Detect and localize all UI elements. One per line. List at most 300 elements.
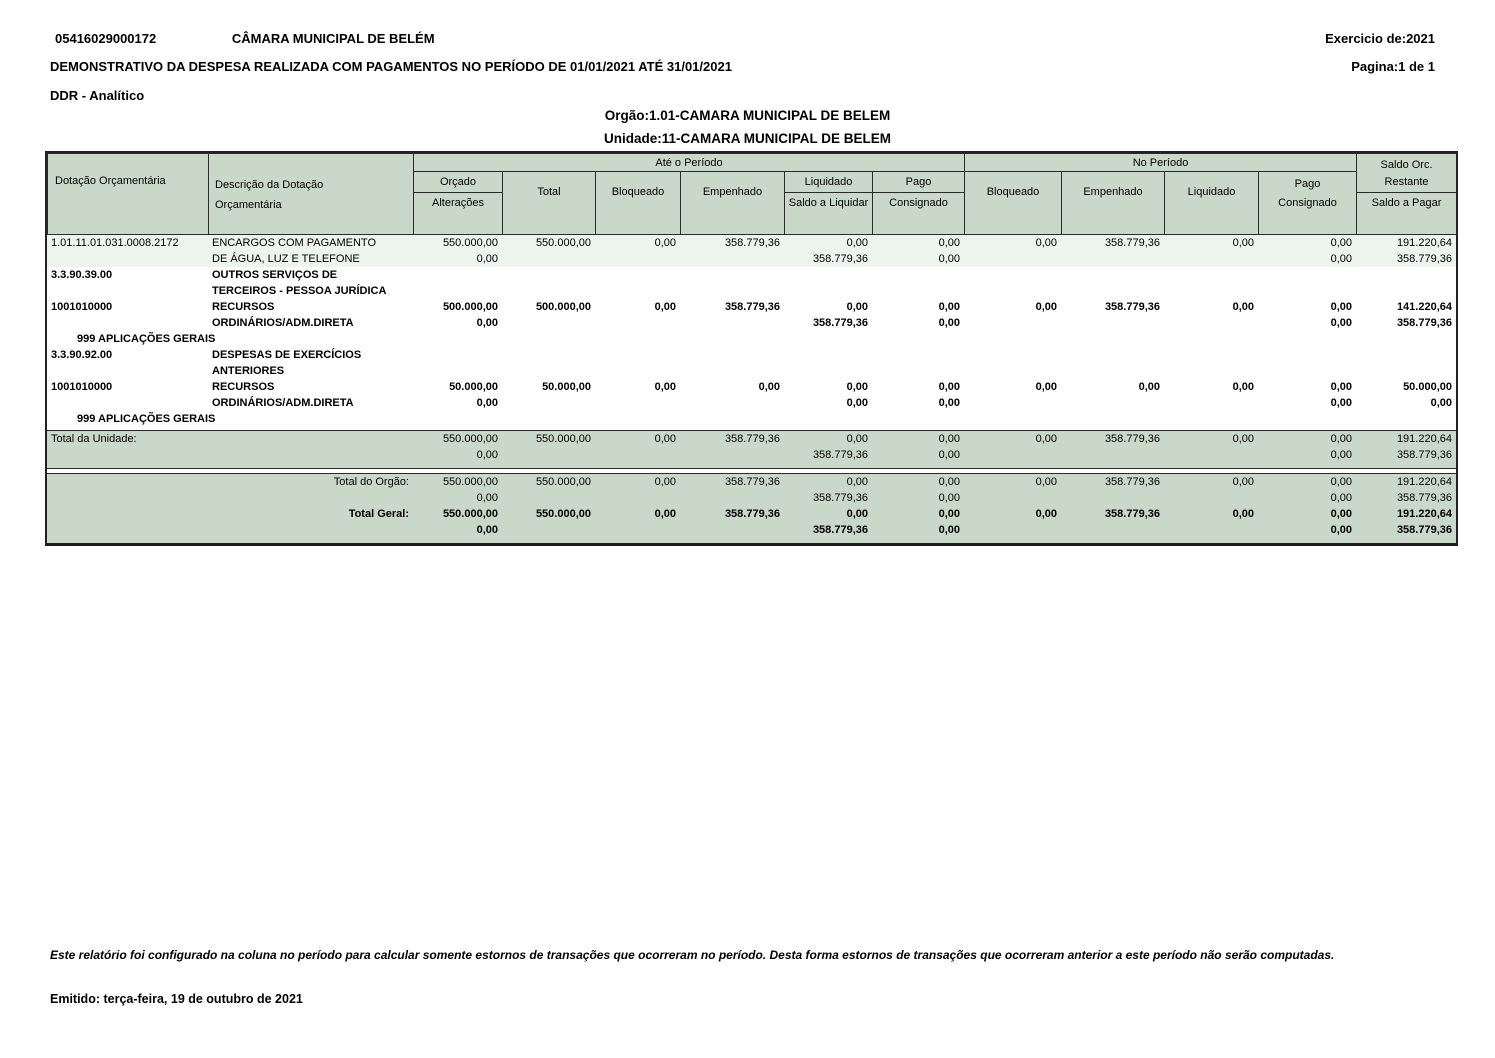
cell <box>208 331 413 347</box>
cell <box>680 331 784 347</box>
cell: 0,00 <box>1258 506 1356 522</box>
padding-row <box>47 463 1456 468</box>
cell <box>1258 331 1356 347</box>
cell <box>595 283 680 299</box>
cell <box>680 447 784 463</box>
cell <box>208 522 413 538</box>
cell: 358.779,36 <box>1396 317 1452 329</box>
cell <box>1258 411 1356 427</box>
cell <box>1356 283 1456 299</box>
col-header-liquidado: Liquidado <box>785 172 873 193</box>
cell: 0,00 <box>1258 251 1356 267</box>
cell <box>680 363 784 379</box>
cell: 358.779,36 <box>784 522 872 538</box>
cell: 0,00 <box>413 522 502 538</box>
cell <box>1061 363 1164 379</box>
cell: 358.779,36 <box>680 431 784 448</box>
cell: 0,00 <box>1258 473 1356 490</box>
table-row <box>47 347 1456 363</box>
cell: 0,00 <box>964 506 1061 522</box>
cell: 3.3.90.39.00 <box>51 269 113 281</box>
cell <box>595 267 680 283</box>
cell <box>1061 395 1164 411</box>
cell <box>502 347 595 363</box>
cell: 0,00 <box>964 235 1061 251</box>
col-header-consignado: Consignado <box>873 193 965 235</box>
cell: 358.779,36 <box>680 235 784 251</box>
cell <box>1164 490 1258 506</box>
cell <box>680 347 784 363</box>
cell: 0,00 <box>1164 506 1258 522</box>
table-row <box>47 431 1456 448</box>
cell: 0,00 <box>1138 381 1160 393</box>
cell <box>1061 447 1164 463</box>
emitted-date: Emitido: terça-feira, 19 de outubro de 2021 <box>50 992 303 1006</box>
table-row <box>47 363 1456 379</box>
table-header <box>47 153 1457 235</box>
table-row <box>47 506 1456 522</box>
cell <box>595 490 680 506</box>
cell <box>872 267 964 283</box>
cell <box>964 251 1061 267</box>
cell: 0,00 <box>938 381 960 393</box>
table-row <box>47 251 1456 267</box>
cell <box>208 490 413 506</box>
table-row <box>47 235 1456 251</box>
cell: DESPESAS DE EXERCÍCIOS <box>212 349 362 361</box>
cell: 550.000,00 <box>502 235 595 251</box>
cell: 0,00 <box>938 397 960 409</box>
cell: 358.779,36 <box>812 317 868 329</box>
cell: 0,00 <box>595 235 680 251</box>
cell <box>1164 395 1258 411</box>
cell: 999 APLICAÇÕES GERAIS <box>77 413 216 425</box>
cell: 0,00 <box>872 522 964 538</box>
cell <box>502 447 595 463</box>
report-subtitle: DDR - Analítico <box>50 88 145 103</box>
cell: ORDINÁRIOS/ADM.DIRETA <box>212 317 354 329</box>
cell <box>502 363 595 379</box>
cell: 0,00 <box>1232 301 1254 313</box>
cell <box>502 283 595 299</box>
cell: 0,00 <box>758 381 780 393</box>
table-row <box>47 267 1456 283</box>
table-row <box>47 447 1456 463</box>
cell <box>1258 347 1356 363</box>
cell: Total da Unidade: <box>47 431 208 448</box>
table-row <box>47 473 1456 490</box>
cell: 1.01.11.01.031.0008.2172 <box>47 235 208 251</box>
cell <box>964 363 1061 379</box>
cell: 0,00 <box>1164 473 1258 490</box>
col-header-np-pago-consignado <box>1259 172 1357 235</box>
cell <box>502 331 595 347</box>
cell <box>502 522 595 538</box>
cell <box>47 363 208 379</box>
cell: OUTROS SERVIÇOS DE <box>212 269 338 281</box>
cell <box>413 331 502 347</box>
cell <box>1164 283 1258 299</box>
cell: 358.779,36 <box>724 301 780 313</box>
col-header-np-consignado: Consignado <box>1278 197 1337 209</box>
cell <box>1164 331 1258 347</box>
col-header-descricao-line2: Orçamentária <box>215 199 282 211</box>
expense-table <box>45 151 1458 546</box>
cell <box>1061 347 1164 363</box>
cell <box>47 473 208 490</box>
cell <box>680 251 784 267</box>
col-header-descricao <box>209 154 414 235</box>
cell: 0,00 <box>846 381 868 393</box>
cell: 0,00 <box>654 301 676 313</box>
cell: 0,00 <box>964 473 1061 490</box>
cell: 0,00 <box>1232 381 1254 393</box>
padding-row <box>47 538 1456 543</box>
cell: 358.779,36 <box>784 490 872 506</box>
cell <box>1258 363 1356 379</box>
cell <box>1164 447 1258 463</box>
cell <box>208 411 413 427</box>
table-body <box>47 235 1456 427</box>
cell: 191.220,64 <box>1356 235 1456 251</box>
table-row <box>47 395 1456 411</box>
cell <box>47 251 208 267</box>
cell <box>502 490 595 506</box>
col-header-saldo-orc-line2: Restante <box>1384 176 1429 188</box>
cell <box>1258 283 1356 299</box>
cell: 358.779,36 <box>784 251 872 267</box>
cell <box>47 490 208 506</box>
cell: 0,00 <box>1258 490 1356 506</box>
cell <box>964 490 1061 506</box>
cell: 358.779,36 <box>1061 506 1164 522</box>
cell: 0,00 <box>1258 431 1356 448</box>
cell <box>1164 411 1258 427</box>
cell <box>502 395 595 411</box>
cell: 0,00 <box>1330 397 1352 409</box>
cell <box>208 431 413 448</box>
cell <box>595 347 680 363</box>
cell: 0,00 <box>784 506 872 522</box>
cell: 550.000,00 <box>413 235 502 251</box>
col-header-dotacao: Dotação Orçamentária <box>48 154 209 235</box>
cell: 500.000,00 <box>442 301 498 313</box>
cell <box>680 315 784 331</box>
cell <box>784 363 872 379</box>
cell: 0,00 <box>784 473 872 490</box>
cell: 0,00 <box>413 251 502 267</box>
unidade-line: Unidade:11-CAMARA MUNICIPAL DE BELEM <box>603 131 891 146</box>
cell: 0,00 <box>938 301 960 313</box>
cell <box>964 347 1061 363</box>
col-header-np-liquidado: Liquidado <box>1165 172 1259 235</box>
cell: 0,00 <box>872 431 964 448</box>
cell: 0,00 <box>476 317 498 329</box>
cell: 550.000,00 <box>413 431 502 448</box>
cell <box>413 363 502 379</box>
cell <box>595 363 680 379</box>
cell <box>1356 411 1456 427</box>
cell: 0,00 <box>595 506 680 522</box>
cell: 0,00 <box>872 506 964 522</box>
cell <box>413 283 502 299</box>
cell: 358.779,36 <box>1356 447 1456 463</box>
cell: 0,00 <box>846 301 868 313</box>
cell <box>964 267 1061 283</box>
cell: 0,00 <box>846 397 868 409</box>
col-header-np-empenhado: Empenhado <box>1062 172 1165 235</box>
cell: DE ÁGUA, LUZ E TELEFONE <box>208 251 413 267</box>
cell: 0,00 <box>654 381 676 393</box>
cell: 0,00 <box>784 235 872 251</box>
cell <box>680 490 784 506</box>
cell: 0,00 <box>1258 447 1356 463</box>
cell <box>413 411 502 427</box>
cell <box>1061 411 1164 427</box>
cell: 1001010000 <box>51 381 113 393</box>
cell: 0,00 <box>1164 235 1258 251</box>
col-header-bloqueado: Bloqueado <box>596 172 681 235</box>
footnote: Este relatório foi configurado na coluna no período para calcular somente estornos de transações que ocorreram no período. Desta forma estornos de transações que ocorreram anterior a este período não serão computadas. <box>50 948 1335 962</box>
col-header-np-bloqueado: Bloqueado <box>965 172 1062 235</box>
cell: 550.000,00 <box>502 506 595 522</box>
cell <box>964 283 1061 299</box>
table-row <box>47 283 1456 299</box>
table-row <box>47 299 1456 315</box>
cell: 0,00 <box>784 431 872 448</box>
cell <box>872 347 964 363</box>
cell <box>964 395 1061 411</box>
cell: 358.779,36 <box>784 447 872 463</box>
col-header-empenhado: Empenhado <box>681 172 785 235</box>
entity-name: CÂMARA MUNICIPAL DE BELÉM <box>231 31 435 46</box>
cell: 550.000,00 <box>502 431 595 448</box>
cell <box>1164 363 1258 379</box>
table-row <box>47 379 1456 395</box>
cell: 191.220,64 <box>1356 473 1456 490</box>
table-row <box>47 522 1456 538</box>
cell <box>595 315 680 331</box>
cell: 999 APLICAÇÕES GERAIS <box>77 333 216 345</box>
page-number: Pagina:1 de 1 <box>1351 59 1435 74</box>
cell: 358.779,36 <box>680 506 784 522</box>
cell: 550.000,00 <box>502 473 595 490</box>
cell: 0,00 <box>1258 235 1356 251</box>
cell <box>680 411 784 427</box>
totals-orgao-geral <box>47 473 1456 543</box>
cell: 141.220,64 <box>1396 301 1452 313</box>
cell <box>1258 267 1356 283</box>
cell: 0,00 <box>964 431 1061 448</box>
cell: 3.3.90.92.00 <box>51 349 113 361</box>
cell <box>1061 315 1164 331</box>
cell: 0,00 <box>1258 522 1356 538</box>
cell: 358.779,36 <box>1104 301 1160 313</box>
cell <box>1061 251 1164 267</box>
cell <box>680 283 784 299</box>
cell: 0,00 <box>595 431 680 448</box>
cell <box>872 363 964 379</box>
cell: 0,00 <box>1330 317 1352 329</box>
cell: 550.000,00 <box>413 473 502 490</box>
cell: Total Geral: <box>208 506 413 522</box>
cell: ENCARGOS COM PAGAMENTO <box>208 235 413 251</box>
cell: 50.000,00 <box>542 381 591 393</box>
cell <box>964 411 1061 427</box>
cell <box>1164 522 1258 538</box>
col-header-descricao-line1: Descrição da Dotação <box>215 179 324 191</box>
table-row <box>47 411 1456 427</box>
cell: 191.220,64 <box>1356 506 1456 522</box>
cell: 0,00 <box>595 473 680 490</box>
cell <box>47 283 208 299</box>
cell: 550.000,00 <box>413 506 502 522</box>
cell: 0,00 <box>476 397 498 409</box>
cell <box>964 315 1061 331</box>
cell <box>208 447 413 463</box>
cell: 0,00 <box>872 251 964 267</box>
table-row <box>47 331 1456 347</box>
table-row <box>47 490 1456 506</box>
header-line-2 <box>50 59 1435 74</box>
report-title: DEMONSTRATIVO DA DESPESA REALIZADA COM PAGAMENTOS NO PERÍODO DE 01/01/2021 ATÉ 31/01/2021 <box>50 59 732 74</box>
cell: 358.779,36 <box>680 473 784 490</box>
col-header-alteracoes: Alterações <box>414 193 503 235</box>
cell: TERCEIROS - PESSOA JURÍDICA <box>212 285 387 297</box>
cell <box>413 347 502 363</box>
cell <box>502 411 595 427</box>
cell: 0,00 <box>1330 381 1352 393</box>
cell: 0,00 <box>872 473 964 490</box>
group-header-ate-o-periodo: Até o Período <box>414 154 965 172</box>
cell: 500.000,00 <box>535 301 591 313</box>
cell <box>595 251 680 267</box>
cell <box>784 283 872 299</box>
cell <box>47 506 208 522</box>
cell <box>595 395 680 411</box>
cell <box>1164 315 1258 331</box>
cell <box>1356 331 1456 347</box>
cell <box>784 267 872 283</box>
cell <box>1061 283 1164 299</box>
col-header-np-pago: Pago <box>1294 178 1321 190</box>
cell <box>872 283 964 299</box>
cell <box>784 331 872 347</box>
cell: 358.779,36 <box>1356 251 1456 267</box>
cell <box>680 267 784 283</box>
table-row <box>47 315 1456 331</box>
col-header-saldo-a-liquidar: Saldo a Liquidar <box>785 193 873 235</box>
cell: 0,00 <box>1035 381 1057 393</box>
cell: ORDINÁRIOS/ADM.DIRETA <box>212 397 354 409</box>
cell: RECURSOS <box>212 381 275 393</box>
exercise-label: Exercicio de:2021 <box>1325 31 1435 46</box>
padding-cell <box>47 538 1456 543</box>
cell <box>502 315 595 331</box>
cell <box>47 447 208 463</box>
cell <box>680 395 784 411</box>
cell <box>1356 267 1456 283</box>
col-header-saldo-orc-restante <box>1357 154 1457 193</box>
cell <box>595 331 680 347</box>
document-id: 05416029000172 <box>55 31 157 46</box>
group-header-no-periodo: No Período <box>965 154 1357 172</box>
cell <box>1356 347 1456 363</box>
cell <box>595 522 680 538</box>
header-line-3 <box>50 88 1435 103</box>
header-left-group <box>55 31 435 46</box>
cell: 358.779,36 <box>1356 522 1456 538</box>
cell <box>1164 251 1258 267</box>
cell <box>784 411 872 427</box>
cell <box>872 411 964 427</box>
cell <box>964 331 1061 347</box>
cell <box>502 251 595 267</box>
col-header-total: Total <box>503 172 596 235</box>
cell <box>1164 347 1258 363</box>
cell: 0,00 <box>872 490 964 506</box>
cell: 0,00 <box>413 447 502 463</box>
cell <box>1061 267 1164 283</box>
cell: 358.779,36 <box>1061 431 1164 448</box>
cell <box>47 522 208 538</box>
cell <box>1061 490 1164 506</box>
cell <box>595 411 680 427</box>
col-header-saldo-a-pagar: Saldo a Pagar <box>1357 193 1457 235</box>
cell <box>413 267 502 283</box>
cell: 0,00 <box>1164 431 1258 448</box>
cell: 0,00 <box>872 235 964 251</box>
cell <box>680 522 784 538</box>
cell: 50.000,00 <box>449 381 498 393</box>
totals-unidade <box>47 430 1456 469</box>
cell: 0,00 <box>1430 397 1452 409</box>
orgao-line: Orgão:1.01-CAMARA MUNICIPAL DE BELEM <box>604 108 891 123</box>
cell <box>1061 522 1164 538</box>
cell: 191.220,64 <box>1356 431 1456 448</box>
cell <box>47 395 208 411</box>
cell: 1001010000 <box>51 301 113 313</box>
cell: 358.779,36 <box>1061 473 1164 490</box>
cell <box>1061 331 1164 347</box>
header-line-1 <box>55 31 1435 46</box>
padding-cell <box>47 463 1456 468</box>
cell <box>502 267 595 283</box>
cell: 0,00 <box>938 317 960 329</box>
cell: RECURSOS <box>212 301 275 313</box>
col-header-pago: Pago <box>873 172 965 193</box>
cell: 0,00 <box>872 447 964 463</box>
cell: 0,00 <box>413 490 502 506</box>
cell: 50.000,00 <box>1403 381 1452 393</box>
cell: 0,00 <box>1035 301 1057 313</box>
cell: 358.779,36 <box>1356 490 1456 506</box>
cell <box>872 331 964 347</box>
cell: ANTERIORES <box>212 365 285 377</box>
cell <box>1164 267 1258 283</box>
col-header-saldo-orc-line1: Saldo Orc. <box>1380 159 1433 171</box>
cell <box>1356 363 1456 379</box>
col-header-orcado: Orçado <box>414 172 503 193</box>
cell: 358.779,36 <box>1061 235 1164 251</box>
cell: 0,00 <box>1330 301 1352 313</box>
cell <box>595 447 680 463</box>
cell <box>964 522 1061 538</box>
cell <box>964 447 1061 463</box>
cell: Total do Orgão: <box>208 473 413 490</box>
cell <box>784 347 872 363</box>
cell <box>47 315 208 331</box>
